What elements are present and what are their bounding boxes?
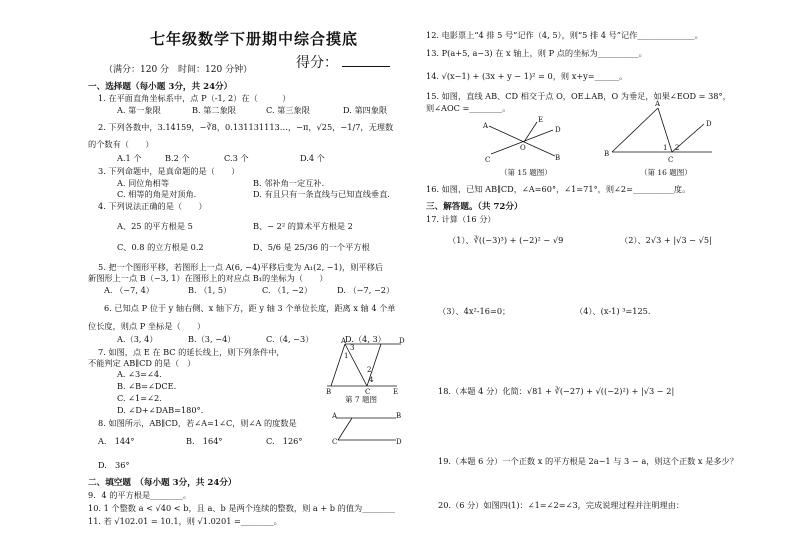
fig8-label-d: D	[396, 438, 402, 446]
q4-option-c[interactable]: C、0.8 的立方根是 0.2	[117, 242, 204, 252]
question-14: 14. √(x−1) + (3x + y − 1)² = 0，则 x+y=______。	[426, 71, 628, 81]
fig15-label-b: B	[555, 154, 561, 162]
q7-option-b[interactable]: B. ∠B=∠DCE.	[117, 381, 177, 391]
fig16-label-b: B	[604, 150, 610, 158]
fig7-label-e: E	[393, 388, 399, 396]
section-2-heading: 二、填空题 （每小题 3分，共 24分）	[88, 478, 237, 488]
score-blank[interactable]	[342, 58, 390, 67]
q6-option-a[interactable]: A.（3, 4）	[117, 334, 158, 344]
section-1-heading: 一、选择题（每小题 3分，共 24分）	[88, 82, 233, 92]
q2-option-c[interactable]: C.3 个	[224, 153, 249, 163]
question-11: 11. 若 √102.01 = 10.1，则 √1.0201 =________。	[88, 516, 282, 526]
q4-option-b[interactable]: B、− 2² 的算术平方根是 2	[253, 221, 353, 231]
q6-option-b[interactable]: B.（3, −4）	[188, 334, 236, 344]
figure-15-caption: （第 15 题图）	[500, 168, 552, 177]
q8-option-b[interactable]: B. 164°	[186, 436, 223, 446]
question-2-cont: 的个数有（ ）	[88, 139, 154, 149]
figure-16-caption: （第 16 题图）	[640, 168, 692, 177]
q7-option-a[interactable]: A. ∠3=∠4.	[117, 369, 162, 379]
fig7-label-4: 4	[369, 376, 374, 384]
question-9: 9．4 的平方根是________。	[88, 490, 192, 500]
q1-option-b[interactable]: B. 第二象限	[192, 105, 236, 115]
question-10: 10. 1 个整数 a < √40 < b，且 a、b 是两个连续的整数，则 a + b 的值为________	[88, 503, 395, 513]
question-5: 5. 把一个图形平移，若图形上一点 A(6, −4)平移后变为 A₁(2, −1)，则平移后	[98, 262, 383, 272]
exam-meta: （满分：120 分 时间：120 分钟）	[104, 65, 253, 75]
fig7-label-3: 3	[350, 344, 355, 352]
fig15-label-c: C	[485, 156, 491, 164]
fig16-label-2: 2	[675, 144, 680, 152]
q3-option-c[interactable]: C. 相等的角是对顶角.	[117, 189, 197, 199]
q1-option-d[interactable]: D. 第四象限	[343, 105, 388, 115]
q6-option-c[interactable]: C.（4, −3）	[266, 334, 314, 344]
question-6: 6. 已知点 P 位于 y 轴右侧、x 轴下方，距 y 轴 3 个单位长度，距离 x 轴 4 个单	[104, 303, 396, 313]
q17-part-1: （1）、∛((−3)³) + (−2)² − √9	[448, 235, 564, 245]
figure-8-diagram	[332, 414, 402, 444]
question-20: 20.（6 分）如图四(1)：∠1=∠2=∠3，完成说理过程并注明理由：	[438, 500, 685, 510]
q8-option-d[interactable]: D. 36°	[98, 460, 130, 470]
question-16: 16. 如图，已知 AB∥CD，∠A=60°，∠1=71°，则∠2=__________度。	[426, 184, 691, 194]
figure-15-diagram	[483, 114, 563, 170]
fig15-label-e: E	[538, 116, 544, 124]
fig8-label-a: A	[332, 412, 338, 420]
question-1: 1. 在平面直角坐标系中，点 P（-1, 2）在（ ）	[98, 93, 291, 103]
fig15-label-o: O	[520, 144, 526, 152]
fig8-label-b: B	[396, 412, 402, 420]
question-13: 13. P(a+5, a−3) 在 x 轴上，则 P 点的坐标为__________。	[426, 48, 647, 58]
score-label: 得分：	[296, 58, 390, 68]
q3-option-d[interactable]: D. 有且只有一条直线与已知直线垂直.	[253, 189, 390, 199]
q7-option-d[interactable]: D. ∠D+∠DAB=180°.	[117, 405, 204, 415]
q4-option-d[interactable]: D、5/6 是 25/36 的一个平方根	[253, 242, 370, 252]
question-8: 8. 如图所示，AB∥CD，若∠A=1∠C，则∠A 的度数是	[98, 418, 297, 428]
q1-option-c[interactable]: C. 第三象限	[266, 105, 310, 115]
question-7: 7. 如图，点 E 在 BC 的延长线上，则下列条件中，	[98, 347, 285, 357]
fig7-label-d: D	[399, 337, 405, 345]
q2-option-b[interactable]: B.2 个	[165, 153, 190, 163]
question-5-cont: 新图形上一点 B（−3, 1）在图形上的对应点 B₁的坐标为（ ）	[88, 273, 328, 283]
fig7-label-c: C	[365, 388, 371, 396]
fig15-label-d: D	[555, 126, 561, 134]
fig16-label-a: A	[655, 100, 661, 108]
q4-option-a[interactable]: A、25 的平方根是 5	[117, 221, 193, 231]
question-19: 19.（本题 6 分）一个正数 x 的平方根是 2a−1 与 3 − a，则这个正数 x 是多少？	[438, 456, 738, 466]
q3-option-b[interactable]: B. 邻补角一定互补.	[253, 178, 325, 188]
q5-option-b[interactable]: B. （1, 5）	[188, 285, 232, 295]
fig16-label-c: C	[668, 156, 674, 164]
q1-option-a[interactable]: A. 第一象限	[117, 105, 161, 115]
question-15-cont: 则∠AOC =________。	[426, 103, 511, 113]
question-6-cont: 位长度，则点 P 坐标是（ ）	[88, 321, 206, 331]
q5-option-c[interactable]: C. （1, −2）	[262, 285, 313, 295]
question-3: 3. 下列命题中，是真命题的是（ ）	[98, 166, 240, 176]
question-4: 4. 下列说法正确的是（ ）	[98, 201, 207, 211]
fig8-label-c: C	[332, 438, 338, 446]
question-7-cont: 不能判定 AB∥CD 的是（ ）	[88, 358, 196, 368]
q6-option-d[interactable]: D.（4, 3）	[345, 334, 386, 344]
q8-option-c[interactable]: C. 126°	[266, 436, 303, 446]
fig7-label-1: 1	[344, 352, 349, 360]
q2-option-a[interactable]: A.1 个	[117, 153, 142, 163]
q5-option-a[interactable]: A. （−7, 4）	[104, 285, 154, 295]
figure-7-caption: 第 7 题图	[345, 395, 378, 404]
fig15-label-a: A	[483, 122, 489, 130]
q17-part-2: （2）、2√3 + |√3 − √5|	[620, 235, 712, 245]
fig7-label-2: 2	[367, 366, 372, 374]
fig16-label-1: 1	[663, 144, 668, 152]
q17-part-3: （3）、4x²-16=0；	[438, 306, 511, 316]
q8-option-a[interactable]: A. 144°	[98, 436, 135, 446]
exam-title: 七年级数学下册期中综合摸底	[150, 30, 359, 48]
question-18: 18.（本题 4 分）化简：√81 + ∛(−27) + √((−2)²) + |√3 − 2|	[438, 386, 675, 396]
q2-option-d[interactable]: D.4 个	[300, 153, 325, 163]
section-3-heading: 三、解答题。（共 72分）	[426, 202, 523, 212]
q17-part-4: （4）、(x-1) ³=125.	[575, 306, 651, 316]
figure-16-diagram	[600, 100, 720, 170]
figure-7-diagram	[325, 338, 405, 398]
fig7-label-a: A	[341, 337, 347, 345]
question-2: 2. 下列各数中，3.14159，−∛8，0.131131113…，−π，√25，−1/7，无理数	[98, 122, 394, 132]
fig7-label-b: B	[326, 388, 332, 396]
q7-option-c[interactable]: C. ∠1=∠2.	[117, 393, 162, 403]
question-12: 12. 电影票上“4 排 5 号”记作（4, 5），则“5 排 4 号”记作______________。	[426, 30, 703, 40]
question-15: 15. 如图，直线 AB、CD 相交于点 O，OE⊥AB，O 为垂足，如果∠EOD = 38°，	[426, 91, 731, 101]
q3-option-a[interactable]: A. 同位角相等	[117, 178, 170, 188]
q5-option-d[interactable]: D. （−7, −2）	[337, 285, 395, 295]
fig16-label-d: D	[706, 120, 712, 128]
question-17: 17. 计算（16 分）	[426, 214, 496, 224]
